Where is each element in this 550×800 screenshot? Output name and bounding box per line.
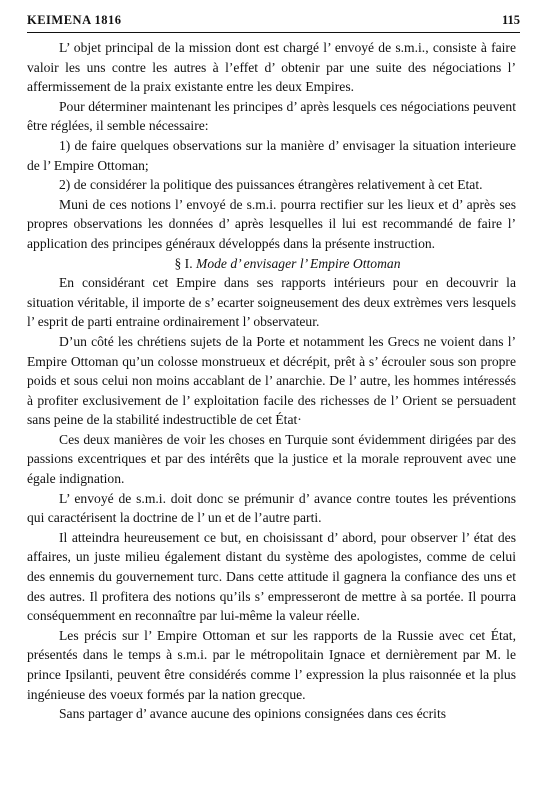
list-item: 2) de considérer la politique des puissances étrangères relativement à cet Etat. (59, 177, 483, 193)
paragraph: Pour déterminer maintenant les principes d’ après lesquels ces négociations peuvent être réglées, il semble nécessaire: (27, 98, 516, 134)
paragraph: Il atteindra heureusement ce but, en choisissant d’ abord, pour observer l’ état des affaires, un juste milieu également distant du système des apologistes, comme de celui des ennemis du gouvernement turc. Dans cette attitude il gagnera la confiance des uns et des autres. Il profitera des notions qu’ils s’ empresseront de mettre à sa portée. Il pourra conséquemment en reconnaître par lui-même la valeur réelle. (27, 529, 516, 624)
running-header (27, 10, 520, 33)
list-item: 1) de faire quelques observations sur la manière d’ envisager la situation interieure de l’ Empire Ottoman; (27, 137, 516, 173)
page-number: 115 (501, 13, 520, 27)
paragraph: L’ envoyé de s.m.i. doit donc se prémunir d’ avance contre toutes les préventions qui caractérisent la doctrine de l’ un et de l’autre parti. (27, 490, 516, 526)
section-number: § I. (174, 255, 193, 271)
paragraph: D’un côté les chrétiens sujets de la Porte et notamment les Grecs ne voient dans l’ Empire Ottoman qu’un colosse monstrueux et décrépit, prêt à s’ écrouler sous son propre poids et sous celui non moins accablant de l’ anarchie. De l’ autre, les hommes intéressés à profiter exclusivement de l’ exploitation facile des richesses de l’ Orient se persuadent sans peine de la stabilité indestructible de cet État· (27, 333, 516, 428)
paragraph: L’ objet principal de la mission dont est chargé l’ envoyé de s.m.i., consiste à faire valoir les uns contre les autres à l’effet d’ obtenir par une suite des négociations l’ affermissement de la praix existante entre les deux Empires. (27, 40, 516, 95)
section-title: Mode d’ envisager l’ Empire Ottoman (196, 255, 401, 271)
paragraph: Muni de ces notions l’ envoyé de s.m.i. pourra rectifier sur les lieux et d’ après ses propres observations les données d’ après lesquelles il lui est recommandé de faire l’ application des principes généraux développés dans la présente instruction. (27, 196, 516, 251)
paragraph: Les précis sur l’ Empire Ottoman et sur les rapports de la Russie avec cet État, présentés dans le temps à s.m.i. par le métropolitain Ignace et dernièrement par M. le prince Ipsilanti, peuvent être considérés comme l’ expression la plus raisonnée et la plus ingénieuse des voeux formés par la nation grecque. (27, 627, 516, 702)
body-text (27, 38, 516, 724)
section-heading (27, 254, 516, 274)
paragraph: Sans partager d’ avance aucune des opinions consignées dans ces écrits (59, 706, 447, 722)
running-title: KEIMENA 1816 (27, 13, 122, 27)
paragraph: En considérant cet Empire dans ses rapports intérieurs pour en decouvrir la situation véritable, il importe de s’ ecarter soigneusement des deux extrèmes vers lesquels l’ esprit de parti entraine ordinairement l’ observateur. (27, 275, 516, 330)
paragraph: Ces deux manières de voir les choses en Turquie sont évidemment dirigées par des passions excentriques et par des intérêts que la justice et la morale reprouvent avec une égale indignation. (27, 431, 516, 487)
